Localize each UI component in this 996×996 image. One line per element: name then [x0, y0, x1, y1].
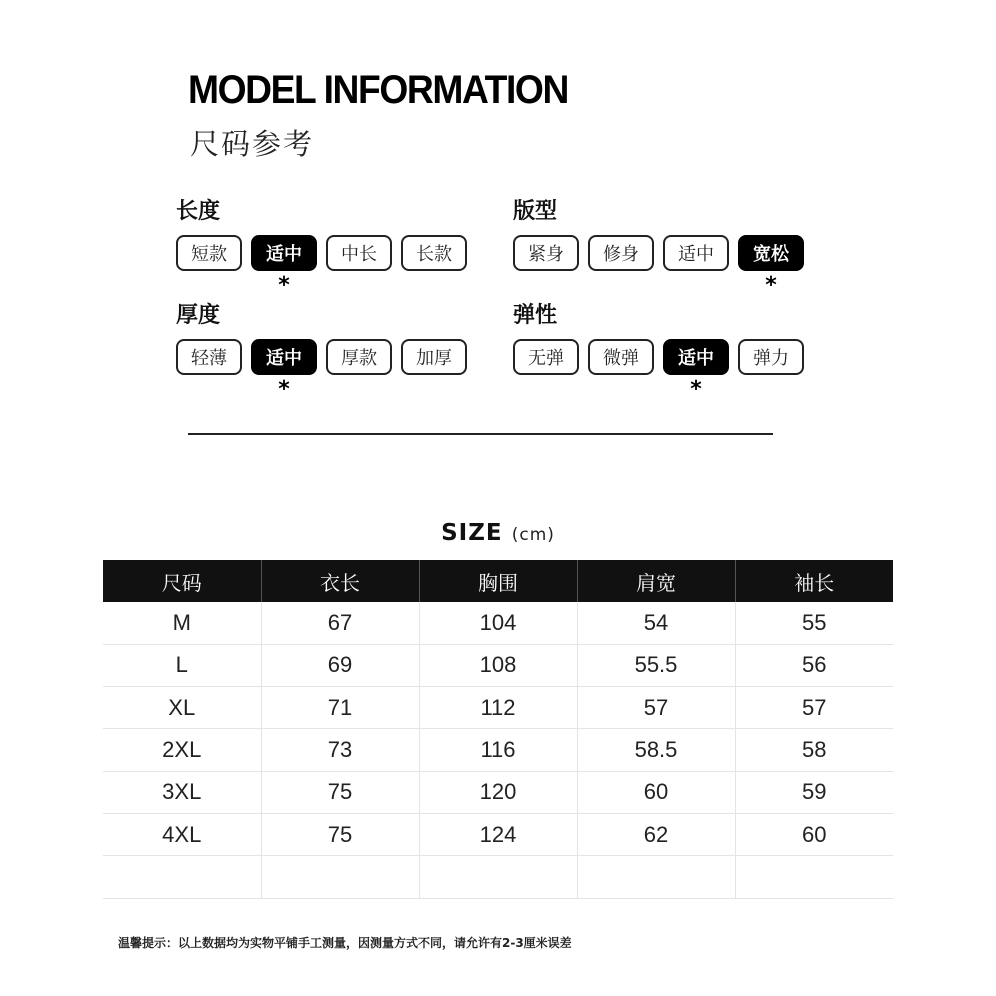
- attribute-label: 长度: [176, 199, 221, 224]
- table-cell: L: [103, 644, 261, 686]
- option-label: 适中: [266, 348, 302, 369]
- table-row: [103, 687, 893, 729]
- option-label: 微弹: [603, 348, 639, 369]
- option-label: 长款: [416, 244, 452, 265]
- table-cell: 4XL: [103, 813, 261, 855]
- table-row: [103, 729, 893, 771]
- option-chip: [738, 235, 804, 298]
- attribute-options: [176, 339, 467, 402]
- table-cell: 124: [419, 813, 577, 855]
- option-label: 适中: [678, 244, 714, 265]
- table-cell: 55: [735, 602, 893, 644]
- table-cell: 58.5: [577, 729, 735, 771]
- table-cell: [261, 856, 419, 898]
- selected-marker: *: [278, 273, 290, 298]
- size-table-body: [103, 602, 893, 898]
- table-cell: 104: [419, 602, 577, 644]
- footnote: 温馨提示：以上数据均为实物平铺手工测量，因测量方式不同，请允许有2-3厘米误差: [118, 936, 572, 950]
- attribute-options: [176, 235, 467, 298]
- option-label: 弹力: [753, 348, 789, 369]
- column-header-length: 衣长: [261, 560, 419, 602]
- table-cell: 116: [419, 729, 577, 771]
- table-row: [103, 856, 893, 898]
- table-row: [103, 771, 893, 813]
- attribute-label: 版型: [513, 199, 558, 224]
- table-cell: 57: [577, 687, 735, 729]
- table-cell: 112: [419, 687, 577, 729]
- option-chip: [513, 235, 579, 271]
- option-chip: [513, 339, 579, 375]
- table-cell: 60: [735, 813, 893, 855]
- attribute-thickness: [176, 298, 467, 402]
- table-cell: M: [103, 602, 261, 644]
- table-cell: 75: [261, 771, 419, 813]
- option-label: 无弹: [528, 348, 564, 369]
- attribute-options: [513, 235, 804, 298]
- table-cell: 108: [419, 644, 577, 686]
- table-cell: [419, 856, 577, 898]
- option-chip: [738, 339, 804, 375]
- selected-marker: *: [278, 377, 290, 402]
- attribute-fit: [513, 194, 804, 298]
- option-chip: [663, 339, 729, 402]
- option-label: 宽松: [753, 244, 789, 265]
- attribute-length: [176, 194, 467, 298]
- attribute-options: [513, 339, 804, 402]
- attribute-label: 弹性: [513, 303, 558, 328]
- table-cell: [577, 856, 735, 898]
- page-title: MODEL INFORMATION: [188, 68, 568, 112]
- option-chip: [251, 339, 317, 402]
- option-label: 适中: [266, 244, 302, 265]
- table-cell: 73: [261, 729, 419, 771]
- table-cell: 54: [577, 602, 735, 644]
- option-chip: [176, 235, 242, 271]
- column-header-shoulder: 肩宽: [577, 560, 735, 602]
- table-cell: XL: [103, 687, 261, 729]
- option-chip: [588, 339, 654, 375]
- option-label: 厚款: [341, 348, 377, 369]
- option-label: 短款: [191, 244, 227, 265]
- option-label: 紧身: [528, 244, 564, 265]
- selected-marker: *: [765, 273, 777, 298]
- table-row: [103, 813, 893, 855]
- option-label: 轻薄: [191, 348, 227, 369]
- table-cell: 60: [577, 771, 735, 813]
- column-header-size: 尺码: [103, 560, 261, 602]
- selected-marker: *: [690, 377, 702, 402]
- size-unit: (cm): [511, 525, 555, 545]
- table-row: [103, 644, 893, 686]
- table-cell: 59: [735, 771, 893, 813]
- size-table-header-row: [103, 560, 893, 602]
- size-table: [103, 560, 893, 899]
- table-cell: 120: [419, 771, 577, 813]
- column-header-sleeve: 袖长: [735, 560, 893, 602]
- table-row: [103, 602, 893, 644]
- table-cell: [735, 856, 893, 898]
- table-cell: 56: [735, 644, 893, 686]
- option-chip: [401, 339, 467, 375]
- option-label: 修身: [603, 244, 639, 265]
- option-chip: [326, 339, 392, 375]
- attribute-label: 厚度: [176, 303, 221, 328]
- option-chip: [663, 235, 729, 271]
- option-label: 加厚: [416, 348, 452, 369]
- table-cell: 55.5: [577, 644, 735, 686]
- table-cell: 58: [735, 729, 893, 771]
- section-divider: [188, 433, 773, 435]
- table-cell: 3XL: [103, 771, 261, 813]
- table-cell: 75: [261, 813, 419, 855]
- size-title: SIZE: [441, 520, 503, 546]
- option-label: 中长: [341, 244, 377, 265]
- table-cell: 57: [735, 687, 893, 729]
- option-chip: [251, 235, 317, 298]
- option-chip: [588, 235, 654, 271]
- column-header-chest: 胸围: [419, 560, 577, 602]
- option-label: 适中: [678, 348, 714, 369]
- option-chip: [326, 235, 392, 271]
- table-cell: 62: [577, 813, 735, 855]
- table-cell: 69: [261, 644, 419, 686]
- attribute-elasticity: [513, 298, 804, 402]
- table-cell: 2XL: [103, 729, 261, 771]
- option-chip: [176, 339, 242, 375]
- table-cell: 67: [261, 602, 419, 644]
- table-cell: [103, 856, 261, 898]
- size-heading: [0, 520, 996, 546]
- table-cell: 71: [261, 687, 419, 729]
- option-chip: [401, 235, 467, 271]
- page-subtitle: 尺码参考: [190, 127, 315, 161]
